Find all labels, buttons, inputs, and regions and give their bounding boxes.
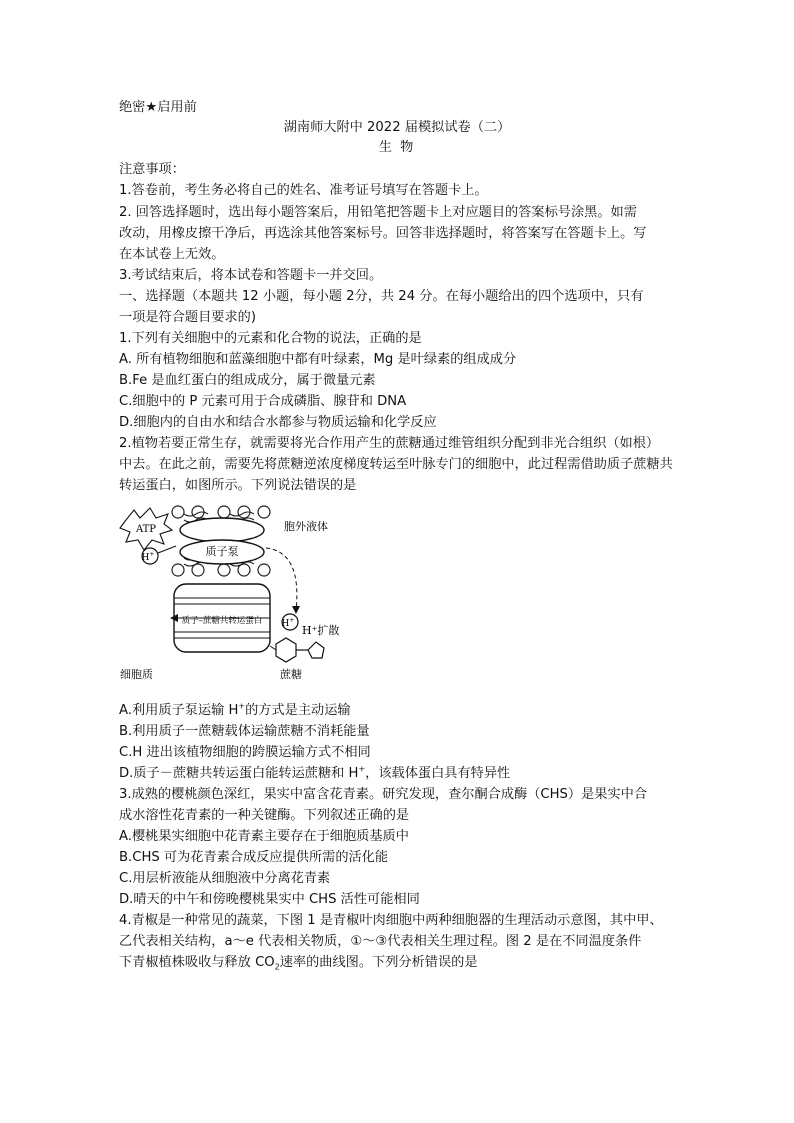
q2-option-c: C.H 进出该植物细胞的跨膜运输方式不相同 xyxy=(119,745,371,760)
q3-stem-line-2: 成水溶性花青素的一种关键酶。下列叙述正确的是 xyxy=(119,808,410,823)
membrane-transport-figure xyxy=(112,500,362,685)
q1-option-c: C.细胞中的 P 元素可用于合成磷脂、腺苷和 DNA xyxy=(119,394,407,409)
sucrose-label: 蔗糖 xyxy=(280,668,302,681)
q1-option-b: B.Fe 是血红蛋白的组成成分，属于微量元素 xyxy=(119,373,376,388)
q2-option-b: B.利用质子一蔗糖载体运输蔗糖不消耗能量 xyxy=(119,724,370,739)
q3-option-d: D.晴天的中午和傍晚樱桃果实中 CHS 活性可能相同 xyxy=(119,892,420,907)
note-2-line-1: 2. 回答选择题时，选出每小题答案后，用铅笔把答题卡上对应题目的答案标号涂黑。如需 xyxy=(119,205,637,220)
q3-stem-line-1: 3.成熟的樱桃颜色深红，果实中富含花青素。研究发现，查尔酮合成酶（CHS）是果实中合 xyxy=(119,787,648,802)
q2-stem-line-3: 转运蛋白，如图所示。下列说法错误的是 xyxy=(119,478,357,493)
section-heading-line-2: 一项是符合题目要求的) xyxy=(119,310,257,325)
atp-label: ATP xyxy=(135,524,157,535)
note-3: 3.考试结束后，将本试卷和答题卡一并交回。 xyxy=(119,268,383,283)
proton-diffusion-label: H⁺扩散 xyxy=(302,624,340,637)
note-1: 1.答卷前，考生务必将自己的姓名、准考证号填写在答题卡上。 xyxy=(119,183,488,198)
q4-stem-line-1: 4.青椒是一种常见的蔬菜，下图 1 是青椒叶肉细胞中两种细胞器的生理活动示意图，其中甲、 xyxy=(119,913,663,928)
subject-title: 生 物 xyxy=(378,140,416,155)
q3-option-c: C.用层析液能从细胞液中分离花青素 xyxy=(119,871,331,886)
sucrose-pentagon-icon xyxy=(308,642,324,658)
q4-stem-line-2: 乙代表相关结构，a～e 代表相关物质，①～③代表相关生理过程。图 2 是在不同温度条件 xyxy=(119,934,642,949)
q3-option-b: B.CHS 可为花青素合成反应提供所需的活化能 xyxy=(119,850,389,865)
outside-fluid-label: 胞外液体 xyxy=(284,520,328,533)
proton-pump-top-subunit xyxy=(180,518,264,542)
q2-option-a: A.利用质子泵运输 H+的方式是主动运输 xyxy=(119,701,351,718)
confidential-mark: 绝密★启用前 xyxy=(119,100,197,115)
q1-option-a: A. 所有植物细胞和蓝藻细胞中都有叶绿素，Mg 是叶绿素的组成成分 xyxy=(119,352,517,367)
note-2-line-2: 改动，用橡皮擦干净后，再选涂其他答案标号。回答非选择题时，将答案写在答题卡上。写 xyxy=(119,226,647,241)
cotransporter-label: 质子–蔗糖共转运蛋白 xyxy=(181,616,263,626)
section-heading-line-1: 一、选择题（本题共 12 小题，每小题 2分，共 24 分。在每小题给出的四个选项中，只有 xyxy=(119,289,644,304)
q2-option-d: D.质子－蔗糖共转运蛋白能转运蔗糖和 H+，该载体蛋白具有特异性 xyxy=(119,764,511,781)
exam-title: 湖南师大附中 2022 届模拟试卷（二） xyxy=(283,120,511,135)
proton-left-label: H+ xyxy=(141,551,155,563)
note-2-line-3: 在本试卷上无效。 xyxy=(119,247,225,262)
q2-stem-line-1: 2.植物若要正常生存，就需要将光合作用产生的蔗糖通过维管组织分配到非光合组织（如根） xyxy=(119,436,660,451)
q4-stem-line-3: 下青椒植株吸收与释放 $CO_2$速率的曲线图。下列分析错误的是 xyxy=(119,955,478,972)
q1-stem: 1.下列有关细胞中的元素和化合物的说法，正确的是 xyxy=(119,331,422,346)
proton-right-label: H+ xyxy=(281,617,295,629)
cytoplasm-label: 细胞质 xyxy=(120,668,153,681)
notes-heading: 注意事项： xyxy=(119,162,185,177)
q3-option-a: A.樱桃果实细胞中花青素主要存在于细胞质基质中 xyxy=(119,829,409,844)
q1-option-d: D.细胞内的自由水和结合水都参与物质运输和化学反应 xyxy=(119,415,437,430)
proton-pump-label: 质子泵 xyxy=(205,545,239,558)
sucrose-hexagon-icon xyxy=(276,638,296,662)
q2-stem-line-2: 中去。在此之前，需要先将蔗糖逆浓度梯度转运至叶脉专门的细胞中，此过程需借助质子蔗糖共 xyxy=(119,457,673,472)
